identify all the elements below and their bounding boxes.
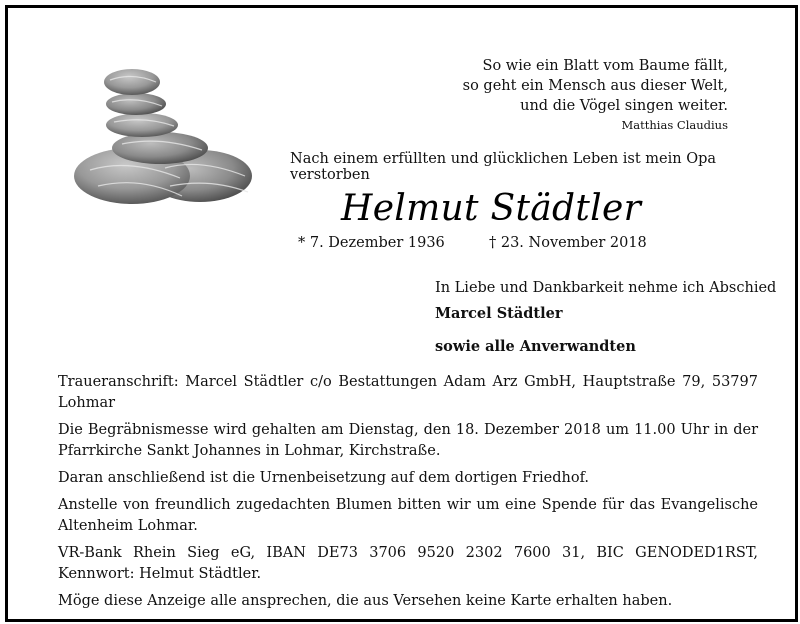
quote-line: so geht ein Mensch aus dieser Welt, — [462, 78, 728, 94]
quote-line: und die Vögel singen weiter. — [520, 98, 728, 114]
deceased-name: Helmut Städtler — [341, 188, 642, 229]
relatives-text: sowie alle Anverwandten — [435, 338, 636, 355]
detail-paragraph: Die Begräbnismesse wird gehalten am Dienstag, den 18. Dezember 2018 um 11.00 Uhr in der Pfarrkirche Sankt Johannes in Lohmar, Kirchstraße. — [58, 422, 758, 459]
obituary-frame — [5, 5, 798, 622]
details-section — [58, 372, 758, 618]
intro-text: Nach einem erfüllten und glücklichen Leben ist mein Opa verstorben — [290, 151, 717, 183]
stacked-stones-icon — [70, 58, 260, 208]
detail-paragraph: VR-Bank Rhein Sieg eG, IBAN DE73 3706 9520 2302 7600 31, BIC GENODED1RST, Kennwort: Helmut Städtler. — [58, 545, 758, 582]
poem-quote — [428, 56, 728, 134]
detail-paragraph: Anstelle von freundlich zugedachten Blumen bitten wir um eine Spende für das Evangelische Altenheim Lohmar. — [58, 497, 758, 534]
quote-line: So wie ein Blatt vom Baume fällt, — [482, 58, 728, 74]
detail-paragraph: Möge diese Anzeige alle ansprechen, die aus Versehen keine Karte erhalten haben. — [58, 593, 673, 609]
quote-author: Matthias Claudius — [621, 118, 728, 132]
detail-paragraph: Daran anschließend ist die Urnenbeisetzung auf dem dortigen Friedhof. — [58, 470, 590, 486]
detail-paragraph: Traueranschrift: Marcel Städtler c/o Bestattungen Adam Arz GmbH, Hauptstraße 79, 53797 Lohmar — [58, 374, 758, 411]
birth-date: * 7. Dezember 1936 — [298, 235, 445, 251]
farewell-text: In Liebe und Dankbarkeit nehme ich Abschied — [435, 280, 777, 296]
mourner-name: Marcel Städtler — [435, 305, 563, 322]
death-date: † 23. November 2018 — [489, 235, 647, 251]
